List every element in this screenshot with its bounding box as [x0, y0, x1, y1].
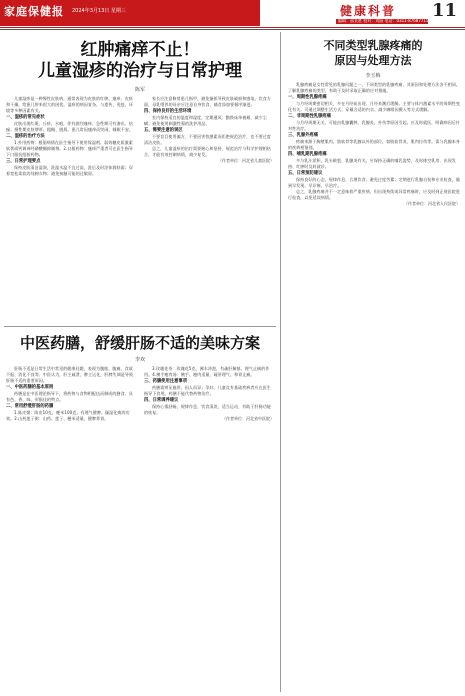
article3-title-line2: 原因与处理方法 — [334, 54, 412, 67]
article-divider — [4, 326, 276, 327]
paragraph: 1.陈皮粥：陈皮10克，粳米100克。有理气健脾、燥湿化痰的功效。2.山药莲子粥：山药、莲子、粳米适量，健脾养胃。 — [6, 410, 130, 421]
article3-title-line1: 不同类型乳腺疼痛的 — [323, 39, 423, 52]
article3-title — [286, 38, 460, 68]
article2-title: 中医药膳，舒缓肝肠不适的美味方案 — [19, 334, 260, 352]
editor-line: 编辑：邵长胜 校对：刘丽 电话：0311-87687715 — [338, 18, 429, 23]
paragraph: 与月经周期密切相关，多在月经前出现，月经来潮后缓解。主要与体内激素水平的周期性变化有关。可通过调整生活方式、穿戴合适的内衣、减少咖啡因摄入等方式缓解。 — [288, 101, 460, 112]
paragraph: 不要盲目使用偏方，不要因害怕激素而拒绝规范治疗，也不要过度清洁皮肤。 — [144, 134, 271, 145]
paragraph: 室内保持适宜的温度和湿度，定期通风；勤换床单被褥，减少尘螨；避免使用刺激性强的洗护用品。 — [144, 115, 267, 126]
paragraph: 肝肠不适是日常生活中常见的健康问题，表现为腹胀、腹痛、食欲不振、消化不良等。中医认为，肝主疏泄，脾主运化，肝脾失调是导致肝肠不适的重要原因。 — [6, 366, 134, 383]
subheading: 四、哺乳期乳腺疼痛 — [288, 152, 327, 157]
paragraph: 保持良好的心态，规律作息，合理饮食，避免过度劳累；定期进行乳腺自检和专业检查，做到早发现、早诊断、早治疗。 — [288, 177, 460, 188]
subheading: 一、湿疹的常见症状 — [6, 115, 45, 120]
paragraph: 儿童湿疹是一种慢性皮肤病，通常表现为皮肤的红肿、瘙痒、皮疹和干燥，给患儿带来很大的困扰。湿疹的病因复杂，与遗传、免疫、环境等多种因素有关。 — [6, 96, 134, 113]
subheading: 三、乳腺外疼痛 — [288, 133, 319, 138]
paragraph: 保持心情舒畅，规律作息，饮食清淡，适当运动，有助于肝肠功能的恢复。 — [144, 404, 271, 415]
subheading: 三、日常护理要点 — [6, 159, 41, 164]
section-title: 健康科普 — [340, 4, 397, 18]
article3-column — [288, 82, 460, 692]
subheading: 二、常用舒缓肝肠的药膳 — [6, 404, 54, 409]
article3-author: 李玉梅 — [365, 73, 381, 79]
article2-column-2 — [144, 366, 274, 692]
subheading: 五、需要注意的误区 — [144, 128, 183, 133]
header-red-band — [0, 0, 260, 26]
author-affiliation: （作者单位：河北省中医院） — [222, 416, 274, 421]
subheading: 五、日常预防建议 — [288, 171, 323, 176]
paragraph: 多与乳汁淤积、乳头皲裂、乳腺炎有关。应保持正确的哺乳姿势，及时排空乳房，出现发热、红肿时及时就诊。 — [288, 158, 456, 169]
page-number: 11 — [432, 0, 458, 21]
author-affiliation: （作者单位：河北省人民医院） — [404, 201, 460, 206]
header-rule-thin — [0, 29, 465, 30]
article1-title-line2: 儿童湿疹的治疗与日常护理 — [38, 61, 242, 81]
paragraph: 3.玫瑰花茶：玫瑰花5克，沸水冲泡，有疏肝解郁、理气止痛的作用。4.佛手瘦肉汤：佛手、瘦肉适量，疏肝理气、和胃止痛。 — [144, 366, 270, 377]
subheading: 一、周期性乳腺疼痛 — [288, 95, 327, 100]
issue-date: 2024年3月13日 星期三 — [72, 8, 126, 14]
paragraph: 保持皮肤清洁湿润，洗澡水温不宜过高，洗后及时涂抹润肤霜；穿着宽松柔软的纯棉衣物；避免接触可能的过敏原。 — [6, 165, 133, 176]
paper-name: 家庭保健报 — [4, 5, 64, 18]
paragraph: 总之，儿童湿疹的治疗需要耐心和坚持，规范治疗与科学护理相结合，才能有效控制病情，减少复发。 — [144, 146, 271, 157]
subheading: 一、中医药膳的基本原则 — [6, 385, 54, 390]
subheading: 二、非周期性乳腺疼痛 — [288, 114, 331, 119]
article1-column-1 — [6, 96, 136, 322]
paragraph: 与月经周期无关，可能由乳腺囊肿、乳腺炎、外伤等原因引起。应及时就医，明确病因后针对性治疗。 — [288, 120, 460, 131]
subheading: 三、药膳使用注意事项 — [144, 379, 187, 384]
subheading: 四、日常调养建议 — [144, 398, 179, 403]
paragraph: 疼痛来源于胸壁肌肉、肋软骨等乳腺以外的部位，如肋软骨炎、肌肉拉伤等。需与乳腺本身的疾病相鉴别。 — [288, 139, 460, 150]
header-rule — [0, 27, 465, 28]
author-affiliation: （作者单位：河北省儿童医院） — [218, 158, 274, 163]
page-header — [0, 0, 465, 26]
paragraph: 家长应注意修剪患儿指甲，避免搔抓导致皮肤破损和感染。饮食方面，母乳喂养的母亲应注意自身饮食，辅食添加要循序渐进。 — [144, 96, 271, 107]
subheading: 二、湿疹的治疗方法 — [6, 134, 45, 139]
paragraph: 药膳需辨证施用，因人而异；孕妇、儿童及有基础疾病者应在医生指导下食用。药膳不能代替药物治疗。 — [144, 385, 271, 396]
paragraph: 总之，乳腺疼痛并不一定意味着严重疾病，但出现持续或异常疼痛时，应及时到正规医院进行检查，以免延误病情。 — [288, 189, 460, 200]
column-divider — [280, 32, 281, 692]
article1-column-2 — [144, 96, 274, 322]
paragraph: 药膳是在中医理论指导下，将药物与食物相配伍而制成的膳食，具有色、香、味、形俱佳的特点。 — [6, 391, 133, 402]
paragraph: 皮肤出现红斑、丘疹、水疱，伴有剧烈瘙痒；急性期可有渗出、结痂；慢性期皮肤增厚、粗糙、脱屑。患儿常因瘙痒而哭闹、睡眠不安。 — [6, 121, 134, 132]
article1-author: 陈军 — [134, 87, 145, 93]
paragraph: 1.外用药物：根据病情在医生指导下使用保湿剂、弱效糖皮质激素软膏或钙调神经磷酸酶抑制剂。2.口服药物：瘙痒严重者可在医生指导下口服抗组胺药物。 — [6, 140, 134, 157]
paragraph: 乳腺疼痛是女性常见的乳腺问题之一，不同类型的乳腺疼痛，其原因和处理方法各不相同。了解乳腺疼痛的类型，有助于及时采取正确的应对措施。 — [288, 82, 460, 93]
article2-author: 李欢 — [134, 357, 145, 363]
subheading: 四、保持良好的生活环境 — [144, 109, 192, 114]
article1-title-line1: 红肿痛痒不止！ — [80, 40, 200, 60]
article2-column-1 — [6, 366, 136, 692]
article1-title — [4, 40, 276, 82]
